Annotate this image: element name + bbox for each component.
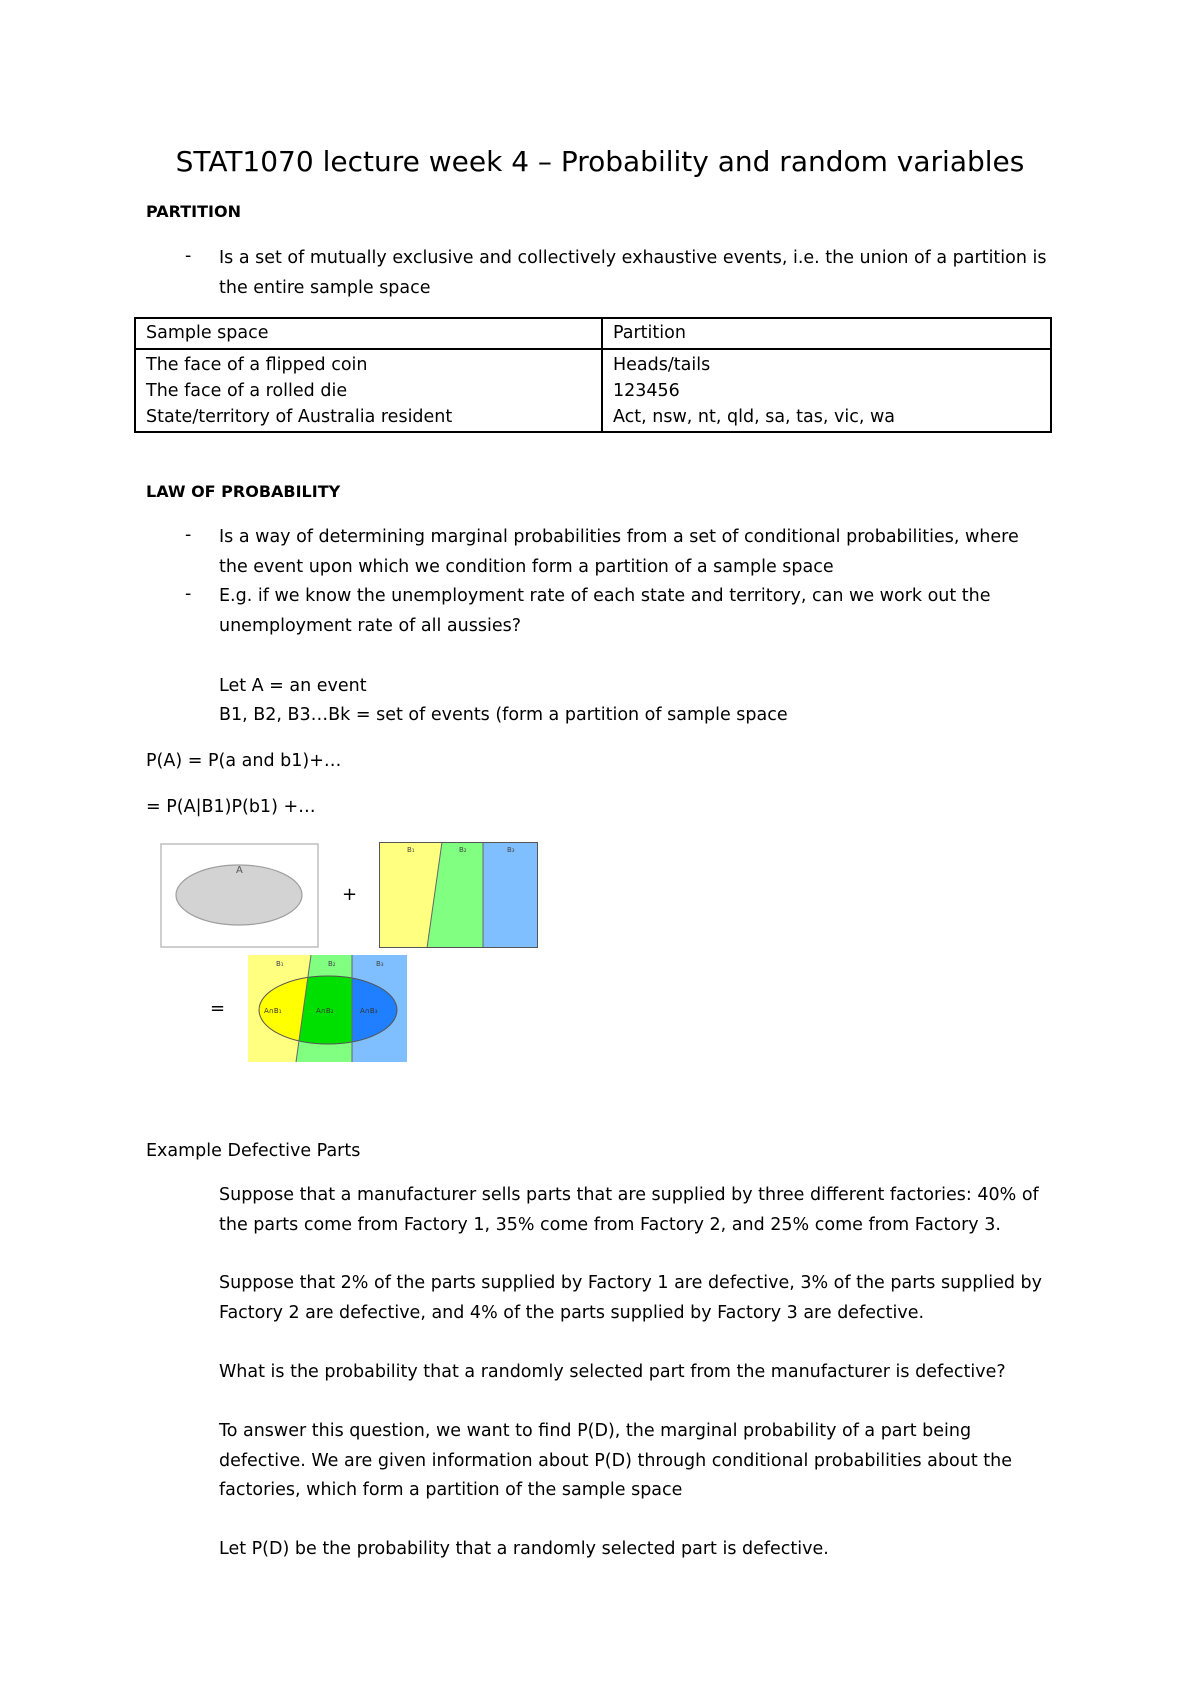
table-cell-sample-spaces (135, 349, 602, 432)
table-cell: State/territory of Australia resident (146, 407, 453, 427)
region-label: B₁ (276, 960, 284, 968)
region-label: B₃ (507, 846, 515, 854)
let-a-text: Let A = an event (219, 676, 367, 696)
table-cell: Act, nsw, nt, qld, sa, tas, vic, wa (613, 407, 895, 427)
partition-diagram (379, 842, 539, 949)
equals-sign: = (210, 998, 226, 1019)
partition-bullet-line: Is a set of mutually exclusive and collectively exhaustive events, i.e. the union of a partition is (219, 248, 1047, 268)
formula-line-1: P(A) = P(a and b1)+… (146, 751, 342, 771)
section-heading-law: LAW OF PROBABILITY (146, 482, 341, 501)
example-paragraph-line: factories, which form a partition of the sample space (219, 1480, 683, 1500)
example-paragraph-line: the parts come from Factory 1, 35% come from Factory 2, and 25% come from Factory 3. (219, 1215, 1001, 1235)
intersection-label: A∩B₃ (360, 1007, 378, 1015)
bullet-dash: - (185, 584, 192, 604)
ellipse-label: A (236, 865, 243, 876)
example-paragraph-line: Factory 2 are defective, and 4% of the parts supplied by Factory 3 are defective. (219, 1303, 925, 1323)
table-cell: Heads/tails (613, 355, 711, 375)
table-header-sample-space: Sample space (135, 318, 602, 349)
example-definition: Let P(D) be the probability that a randomly selected part is defective. (219, 1539, 829, 1559)
law-bullet-line: unemployment rate of all aussies? (219, 616, 521, 636)
region-label: B₂ (328, 960, 336, 968)
bullet-dash: - (185, 525, 192, 545)
example-paragraph-line: Suppose that a manufacturer sells parts that are supplied by three different factories: 40% of (219, 1185, 1039, 1205)
section-heading-partition: PARTITION (146, 202, 241, 221)
example-heading: Example Defective Parts (146, 1141, 361, 1161)
formula-line-2: = P(A|B1)P(b1) +… (146, 797, 316, 817)
table-cell: The face of a flipped coin (146, 355, 368, 375)
region-label: B₁ (407, 846, 415, 854)
intersection-diagram (248, 955, 408, 1063)
law-bullet-line: the event upon which we condition form a partition of a sample space (219, 557, 834, 577)
partition-table (134, 317, 1052, 433)
law-bullet-line: Is a way of determining marginal probabilities from a set of conditional probabilities, where (219, 527, 1019, 547)
page-title: STAT1070 lecture week 4 – Probability and random variables (175, 145, 1025, 178)
region-b3 (483, 842, 538, 948)
example-paragraph-line: Suppose that 2% of the parts supplied by Factory 1 are defective, 3% of the parts supplied by (219, 1273, 1042, 1293)
example-question: What is the probability that a randomly selected part from the manufacturer is defective? (219, 1362, 1006, 1382)
partition-bullet-line: the entire sample space (219, 278, 431, 298)
table-header-partition: Partition (602, 318, 1051, 349)
table-cell: 123456 (613, 381, 680, 401)
event-a-diagram (160, 843, 320, 949)
law-bullet-line: E.g. if we know the unemployment rate of each state and territory, can we work out the (219, 586, 991, 606)
intersection-label: A∩B₁ (264, 1007, 282, 1015)
plus-sign: + (342, 884, 358, 905)
region-label: B₂ (459, 846, 467, 854)
intersection-label: A∩B₂ (316, 1007, 334, 1015)
table-cell: The face of a rolled die (146, 381, 348, 401)
let-b-text: B1, B2, B3…Bk = set of events (form a partition of sample space (219, 705, 788, 725)
example-paragraph-line: To answer this question, we want to find P(D), the marginal probability of a part being (219, 1421, 972, 1441)
region-label: B₃ (376, 960, 384, 968)
example-paragraph-line: defective. We are given information about P(D) through conditional probabilities about the (219, 1451, 1012, 1471)
table-cell-partitions (602, 349, 1051, 432)
bullet-dash: - (185, 246, 192, 266)
